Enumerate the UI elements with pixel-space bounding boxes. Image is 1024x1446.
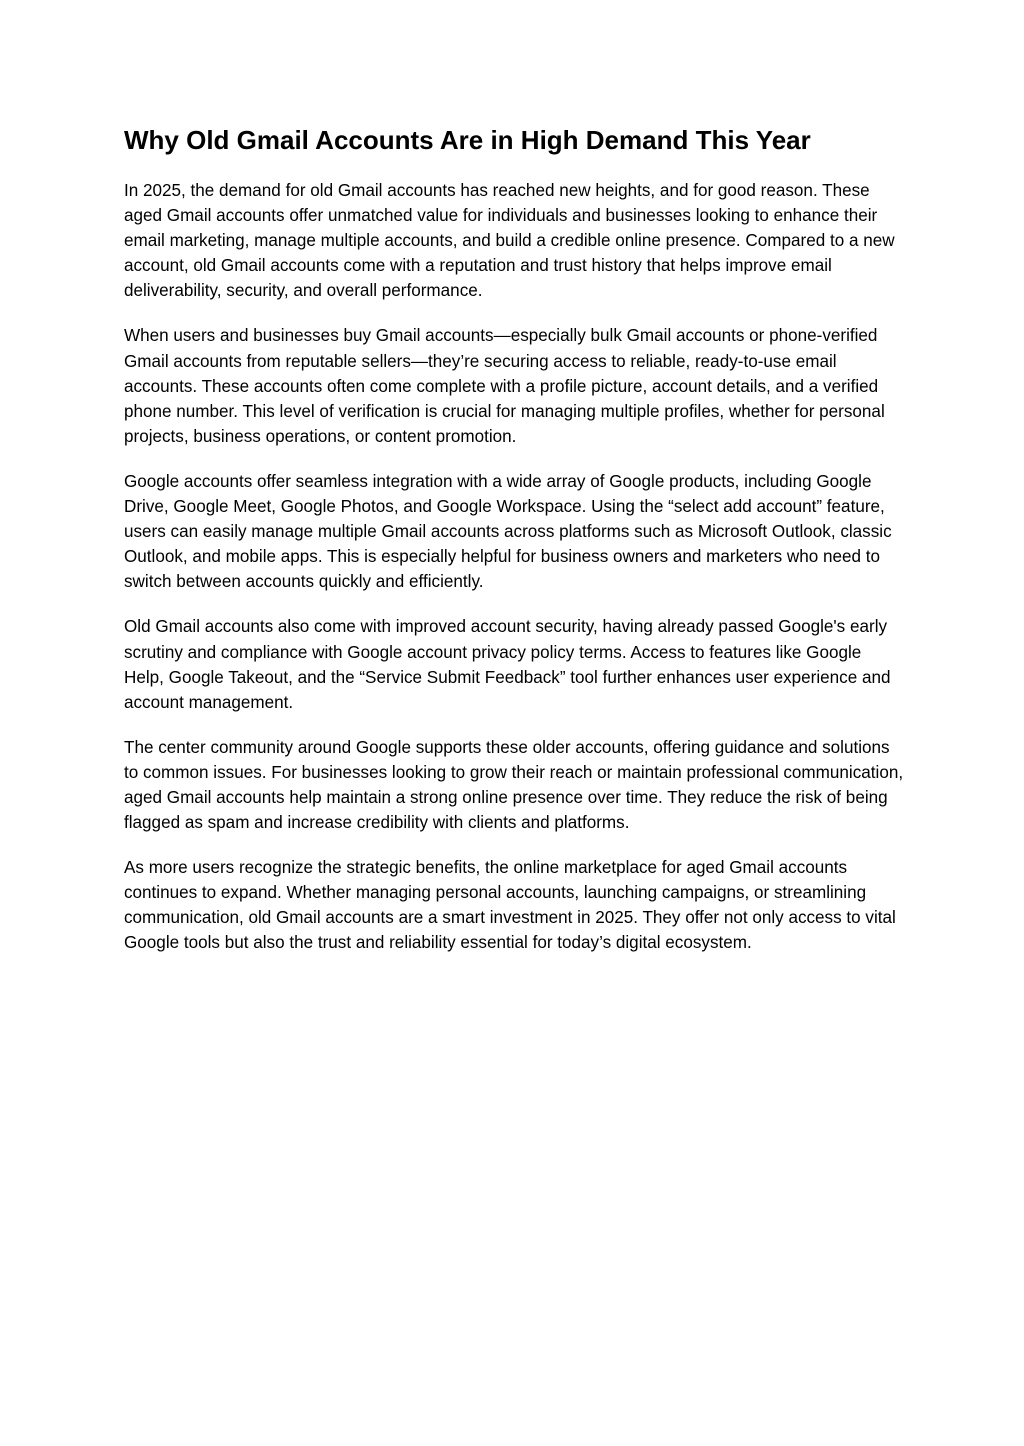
paragraph-5: The center community around Google supports these older accounts, offering guidance and solutions to common issues. For businesses looking to grow their reach or maintain professional communication, aged Gmail accounts help maintain a strong online presence over time. They reduce the risk of being flagged as spam and increase credibility with clients and platforms.	[124, 737, 904, 833]
paragraph-6: As more users recognize the strategic benefits, the online marketplace for aged Gmail accounts continues to expand. Whether managing personal accounts, launching campaigns, or streamlining communication, old Gmail accounts are a smart investment in 2025. They offer not only access to vital Google tools but also the trust and reliability essential for today’s digital ecosystem.	[124, 858, 896, 953]
document-body	[124, 122, 904, 976]
paragraph-3: Google accounts offer seamless integration with a wide array of Google products, including Google Drive, Google Meet, Google Photos, and Google Workspace. Using the “select add account” feature, users can easily manage multiple Gmail accounts across platforms such as Microsoft Outlook, classic Outlook, and mobile apps. This is especially helpful for business owners and marketers who need to switch between accounts quickly and efficiently.	[124, 471, 892, 592]
document-title: Why Old Gmail Accounts Are in High Demand This Year	[124, 125, 811, 155]
paragraph-2: When users and businesses buy Gmail accounts—especially bulk Gmail accounts or phone-verified Gmail accounts from reputable sellers—they’re securing access to reliable, ready-to-use email accounts. These accounts often come complete with a profile picture, account details, and a verified phone number. This level of verification is crucial for managing multiple profiles, whether for personal projects, business operations, or content promotion.	[124, 326, 885, 446]
paragraph-4: Old Gmail accounts also come with improved account security, having already passed Google's early scrutiny and compliance with Google account privacy policy terms. Access to features like Google Help, Google Takeout, and the “Service Submit Feedback” tool further enhances user experience and account management.	[124, 617, 891, 712]
paragraph-1: In 2025, the demand for old Gmail accounts has reached new heights, and for good reason. These aged Gmail accounts offer unmatched value for individuals and businesses looking to enhance their email marketing, manage multiple accounts, and build a credible online presence. Compared to a new account, old Gmail accounts come with a reputation and trust history that helps improve email deliverability, security, and overall performance.	[124, 181, 895, 301]
